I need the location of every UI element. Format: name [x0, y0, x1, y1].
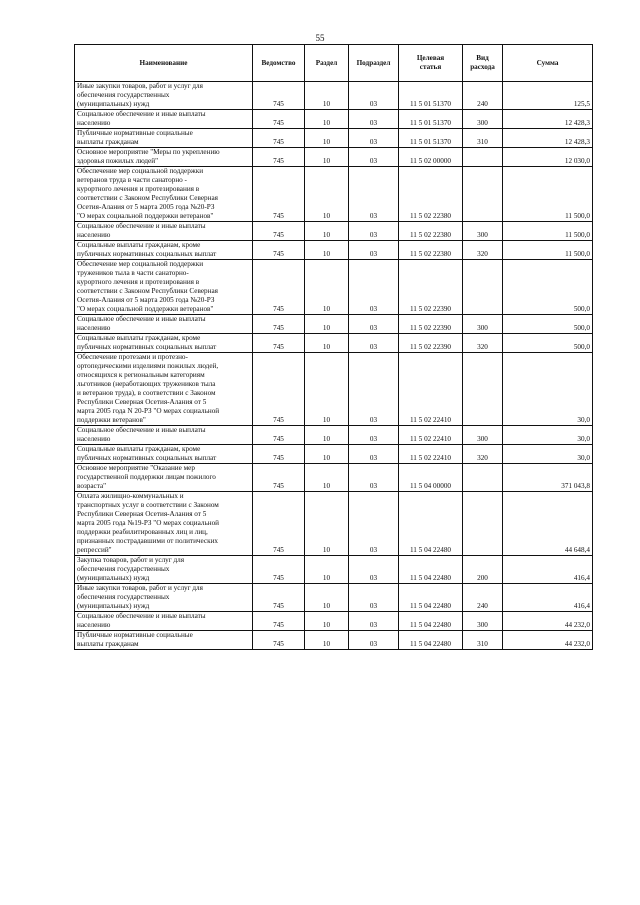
row-dept: 745 — [253, 110, 305, 129]
row-sum: 11 500,0 — [503, 222, 593, 241]
table-row — [75, 612, 593, 631]
row-type: 320 — [463, 445, 503, 464]
row-name: Обеспечение мер социальной поддержки тружеников тыла в части санаторно- курортного лечения и протезирования в соответствии с Законом Республики Северная Осетия-Алания от 5 марта 2005 года №20-РЗ "О мерах социальной поддержки ветеранов" — [75, 260, 253, 315]
table-row — [75, 492, 593, 556]
row-section: 10 — [305, 612, 349, 631]
header-sum: Сумма — [503, 45, 593, 82]
row-dept: 745 — [253, 167, 305, 222]
row-name: Социальное обеспечение и иные выплаты населению — [75, 222, 253, 241]
row-type: 310 — [463, 129, 503, 148]
row-sum: 500,0 — [503, 334, 593, 353]
row-section: 10 — [305, 445, 349, 464]
row-sum: 44 232,0 — [503, 631, 593, 650]
row-dept: 745 — [253, 241, 305, 260]
row-name: Социальное обеспечение и иные выплаты населению — [75, 426, 253, 445]
row-subsection: 03 — [349, 82, 399, 110]
row-subsection: 03 — [349, 129, 399, 148]
table-row — [75, 167, 593, 222]
row-dept: 745 — [253, 584, 305, 612]
row-type — [463, 260, 503, 315]
row-target: 11 5 02 22410 — [399, 445, 463, 464]
row-dept: 745 — [253, 426, 305, 445]
row-name: Иные закупки товаров, работ и услуг для обеспечения государственных (муниципальных) нужд — [75, 584, 253, 612]
row-subsection: 03 — [349, 110, 399, 129]
row-subsection: 03 — [349, 631, 399, 650]
row-dept: 745 — [253, 492, 305, 556]
row-sum: 12 030,0 — [503, 148, 593, 167]
row-subsection: 03 — [349, 353, 399, 426]
row-sum: 416,4 — [503, 556, 593, 584]
table-row — [75, 445, 593, 464]
row-target: 11 5 02 22390 — [399, 315, 463, 334]
row-sum: 125,5 — [503, 82, 593, 110]
row-dept: 745 — [253, 464, 305, 492]
row-subsection: 03 — [349, 464, 399, 492]
table-row — [75, 260, 593, 315]
header-name: Наименование — [75, 45, 253, 82]
row-target: 11 5 02 00000 — [399, 148, 463, 167]
header-target: Целевая статья — [399, 45, 463, 82]
row-subsection: 03 — [349, 492, 399, 556]
row-section: 10 — [305, 241, 349, 260]
row-target: 11 5 02 22410 — [399, 353, 463, 426]
row-dept: 745 — [253, 556, 305, 584]
row-subsection: 03 — [349, 612, 399, 631]
table-row — [75, 222, 593, 241]
row-dept: 745 — [253, 631, 305, 650]
row-name: Социальные выплаты гражданам, кроме публичных нормативных социальных выплат — [75, 334, 253, 353]
table-row — [75, 556, 593, 584]
row-dept: 745 — [253, 315, 305, 334]
row-name: Социальное обеспечение и иные выплаты населению — [75, 110, 253, 129]
row-target: 11 5 02 22380 — [399, 167, 463, 222]
header-dept: Ведомство — [253, 45, 305, 82]
row-subsection: 03 — [349, 584, 399, 612]
row-section: 10 — [305, 110, 349, 129]
table-row — [75, 82, 593, 110]
row-dept: 745 — [253, 334, 305, 353]
row-type: 240 — [463, 584, 503, 612]
row-sum: 500,0 — [503, 260, 593, 315]
row-section: 10 — [305, 334, 349, 353]
row-target: 11 5 04 22480 — [399, 612, 463, 631]
row-dept: 745 — [253, 222, 305, 241]
row-sum: 371 043,8 — [503, 464, 593, 492]
row-sum: 30,0 — [503, 445, 593, 464]
row-name: Обеспечение протезами и протезно- ортопедическими изделиями пожилых людей, относящихся к региональным категориям льготников (неработающих тружеников тыла и ветеранов труда), в соответствии с Законом Республики Северная Осетия-Алания от 5 марта 2005 года N 20-РЗ "О мерах социальной поддержки ветеранов" — [75, 353, 253, 426]
row-name: Основное мероприятие "Меры по укреплению здоровья пожилых людей" — [75, 148, 253, 167]
row-type: 300 — [463, 612, 503, 631]
row-section: 10 — [305, 167, 349, 222]
row-type — [463, 464, 503, 492]
row-target: 11 5 04 22480 — [399, 492, 463, 556]
row-sum: 12 428,3 — [503, 129, 593, 148]
row-section: 10 — [305, 584, 349, 612]
row-type — [463, 167, 503, 222]
row-target: 11 5 02 22380 — [399, 241, 463, 260]
row-subsection: 03 — [349, 222, 399, 241]
row-subsection: 03 — [349, 167, 399, 222]
row-sum: 44 232,0 — [503, 612, 593, 631]
row-subsection: 03 — [349, 315, 399, 334]
row-type — [463, 148, 503, 167]
row-type: 240 — [463, 82, 503, 110]
row-target: 11 5 01 51370 — [399, 110, 463, 129]
row-dept: 745 — [253, 129, 305, 148]
row-section: 10 — [305, 260, 349, 315]
row-type — [463, 492, 503, 556]
row-type: 320 — [463, 241, 503, 260]
budget-table — [74, 44, 593, 650]
table-row — [75, 426, 593, 445]
row-sum: 500,0 — [503, 315, 593, 334]
row-subsection: 03 — [349, 241, 399, 260]
row-dept: 745 — [253, 612, 305, 631]
row-target: 11 5 01 51370 — [399, 82, 463, 110]
table-row — [75, 584, 593, 612]
table-row — [75, 334, 593, 353]
row-type: 200 — [463, 556, 503, 584]
header-subsection: Подраздел — [349, 45, 399, 82]
row-sum: 30,0 — [503, 353, 593, 426]
page-number: 55 — [315, 33, 325, 43]
row-name: Оплата жилищно-коммунальных и транспортных услуг в соответствии с Законом Республики Северная Осетия-Алания от 5 марта 2005 года №19-РЗ "О мерах социальной поддержки реабилитированных лиц и лиц, признанных пострадавшими от политических репрессий" — [75, 492, 253, 556]
row-subsection: 03 — [349, 334, 399, 353]
row-dept: 745 — [253, 445, 305, 464]
row-dept: 745 — [253, 148, 305, 167]
row-name: Публичные нормативные социальные выплаты гражданам — [75, 129, 253, 148]
table-row — [75, 353, 593, 426]
row-section: 10 — [305, 631, 349, 650]
row-type: 300 — [463, 110, 503, 129]
row-subsection: 03 — [349, 148, 399, 167]
row-section: 10 — [305, 556, 349, 584]
row-sum: 30,0 — [503, 426, 593, 445]
row-dept: 745 — [253, 353, 305, 426]
row-section: 10 — [305, 353, 349, 426]
row-type: 300 — [463, 222, 503, 241]
row-sum: 44 648,4 — [503, 492, 593, 556]
table-row — [75, 631, 593, 650]
row-subsection: 03 — [349, 426, 399, 445]
table-row — [75, 241, 593, 260]
row-name: Социальное обеспечение и иные выплаты населению — [75, 612, 253, 631]
header-row — [75, 45, 593, 82]
table-row — [75, 464, 593, 492]
row-target: 11 5 04 22480 — [399, 556, 463, 584]
row-section: 10 — [305, 222, 349, 241]
row-type — [463, 353, 503, 426]
table-row — [75, 315, 593, 334]
row-target: 11 5 04 22480 — [399, 584, 463, 612]
row-name: Социальные выплаты гражданам, кроме публичных нормативных социальных выплат — [75, 241, 253, 260]
row-type: 310 — [463, 631, 503, 650]
row-target: 11 5 04 00000 — [399, 464, 463, 492]
row-section: 10 — [305, 492, 349, 556]
row-type: 320 — [463, 334, 503, 353]
row-subsection: 03 — [349, 556, 399, 584]
row-type: 300 — [463, 315, 503, 334]
row-dept: 745 — [253, 260, 305, 315]
row-subsection: 03 — [349, 445, 399, 464]
row-target: 11 5 02 22390 — [399, 334, 463, 353]
row-target: 11 5 02 22410 — [399, 426, 463, 445]
row-section: 10 — [305, 129, 349, 148]
table-row — [75, 129, 593, 148]
header-section: Раздел — [305, 45, 349, 82]
row-sum: 11 500,0 — [503, 241, 593, 260]
row-sum: 416,4 — [503, 584, 593, 612]
row-sum: 11 500,0 — [503, 167, 593, 222]
row-section: 10 — [305, 315, 349, 334]
row-name: Публичные нормативные социальные выплаты гражданам — [75, 631, 253, 650]
row-name: Закупка товаров, работ и услуг для обеспечения государственных (муниципальных) нужд — [75, 556, 253, 584]
row-target: 11 5 02 22380 — [399, 222, 463, 241]
table-row — [75, 110, 593, 129]
row-name: Основное мероприятие "Оказание мер государственной поддержки лицам пожилого возраста" — [75, 464, 253, 492]
table-row — [75, 148, 593, 167]
row-section: 10 — [305, 148, 349, 167]
row-dept: 745 — [253, 82, 305, 110]
row-name: Социальное обеспечение и иные выплаты населению — [75, 315, 253, 334]
row-section: 10 — [305, 82, 349, 110]
row-name: Иные закупки товаров, работ и услуг для обеспечения государственных (муниципальных) нужд — [75, 82, 253, 110]
row-name: Обеспечение мер социальной поддержки ветеранов труда в части санаторно - курортного лечения и протезирования в соответствии с Законом Республики Северная Осетия-Алания от 5 марта 2005 года №20-РЗ "О мерах социальной поддержки ветеранов" — [75, 167, 253, 222]
header-type: Вид расхода — [463, 45, 503, 82]
row-target: 11 5 02 22390 — [399, 260, 463, 315]
row-sum: 12 428,3 — [503, 110, 593, 129]
row-name: Социальные выплаты гражданам, кроме публичных нормативных социальных выплат — [75, 445, 253, 464]
row-subsection: 03 — [349, 260, 399, 315]
row-target: 11 5 01 51370 — [399, 129, 463, 148]
row-type: 300 — [463, 426, 503, 445]
row-section: 10 — [305, 426, 349, 445]
row-section: 10 — [305, 464, 349, 492]
row-target: 11 5 04 22480 — [399, 631, 463, 650]
